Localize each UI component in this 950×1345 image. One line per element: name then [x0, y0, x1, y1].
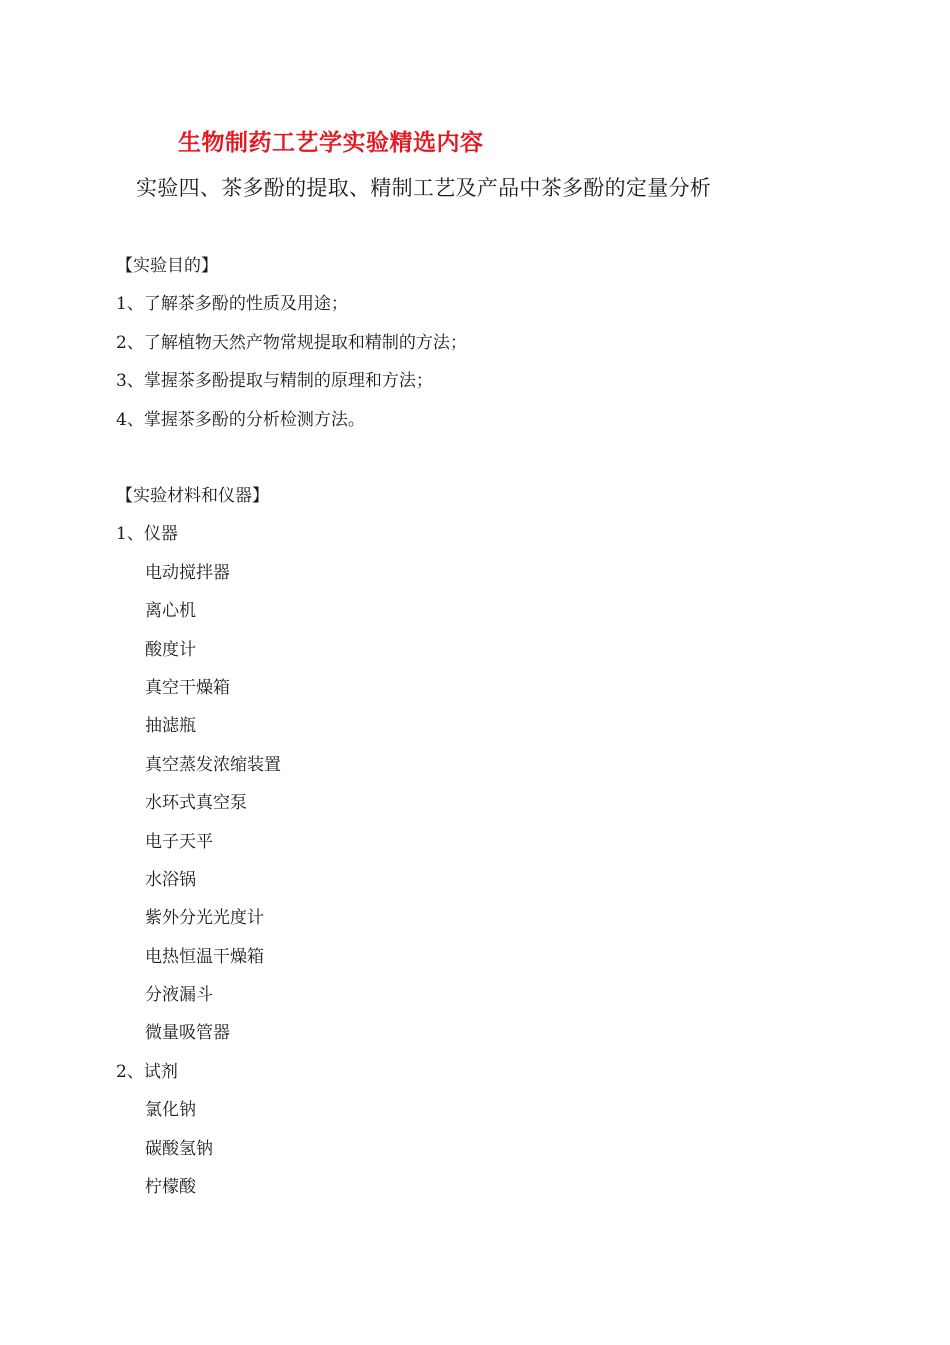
instrument-item: 电热恒温干燥箱: [145, 946, 264, 967]
instrument-item: 真空蒸发浓缩装置: [145, 754, 281, 775]
reagent-item: 碳酸氢钠: [145, 1138, 213, 1159]
experiment-title: 实验四、茶多酚的提取、精制工艺及产品中茶多酚的定量分析: [136, 176, 712, 200]
purpose-item: 4、掌握茶多酚的分析检测方法。: [116, 409, 365, 430]
instrument-item: 电子天平: [145, 831, 213, 852]
instrument-item: 水浴锅: [145, 869, 196, 890]
purpose-heading: 【实验目的】: [116, 256, 218, 276]
materials-section: [116, 477, 876, 1206]
reagent-item: 氯化钠: [145, 1100, 196, 1121]
document-title: 生物制药工艺学实验精选内容: [178, 130, 484, 156]
instrument-item: 分液漏斗: [145, 985, 213, 1006]
instrument-item: 酸度计: [145, 639, 196, 660]
instrument-item: 微量吸管器: [145, 1023, 230, 1044]
materials-heading: 【实验材料和仪器】: [116, 486, 269, 506]
instruments-label: 1、仪器: [116, 524, 178, 545]
purpose-item: 2、了解植物天然产物常规提取和精制的方法；: [116, 332, 467, 353]
instrument-item: 紫外分光光度计: [145, 908, 264, 929]
instrument-item: 离心机: [145, 601, 196, 622]
instrument-item: 真空干燥箱: [145, 677, 230, 698]
reagent-item: 柠檬酸: [145, 1177, 196, 1198]
purpose-section: [116, 247, 876, 439]
purpose-item: 1、了解茶多酚的性质及用途；: [116, 294, 348, 315]
instrument-item: 水环式真空泵: [145, 793, 247, 814]
purpose-item: 3、掌握茶多酚提取与精制的原理和方法；: [116, 371, 433, 392]
instrument-item: 抽滤瓶: [145, 716, 196, 737]
reagents-label: 2、试剂: [116, 1061, 178, 1082]
instrument-item: 电动搅拌器: [145, 562, 230, 583]
